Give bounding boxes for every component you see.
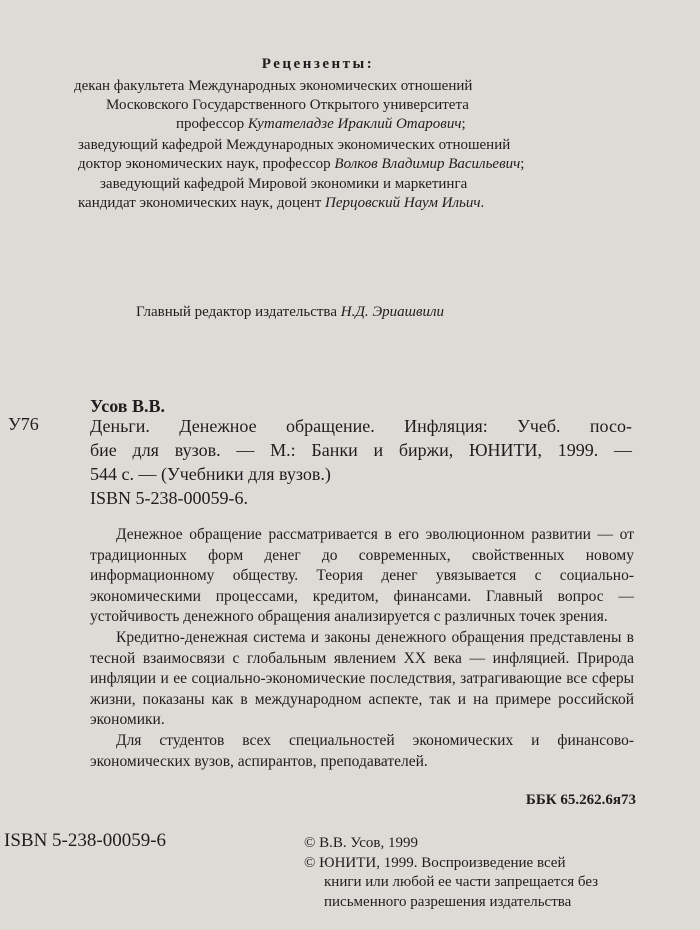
abstract-paragraph-3: Для студентов всех специальностей экономических и финансово-экономических вузов, аспирантов, преподавателей. — [90, 731, 634, 770]
reviewer-1-line-2: Московского Государственного Открытого университета — [106, 97, 469, 113]
copyright-line-1: © В.В. Усов, 1999 — [304, 835, 418, 851]
reviewer-3-line-1: заведующий кафедрой Мировой экономики и маркетинга — [100, 176, 468, 192]
catalog-entry — [90, 414, 632, 510]
abstract — [90, 525, 634, 772]
reviewer-3-title: кандидат экономических наук, доцент — [78, 195, 322, 211]
reviewer-1-line-3 — [74, 115, 472, 134]
reviewer-2-sep: ; — [520, 156, 525, 172]
reviewer-3-sep: . — [480, 195, 485, 211]
reviewer-3 — [78, 175, 484, 213]
copyright-block — [304, 834, 624, 912]
catalog-line-2: бие для вузов. — М.: Банки и биржи, ЮНИТИ, 1999. — — [90, 440, 632, 460]
abstract-paragraph-2: Кредитно-денежная система и законы денежного обращения представлены в тесной взаимосвязи с глобальным явлением XX века — инфляцией. Природа инфляции и ее социально-экономические последствия, затрагивающие все сферы жизни, показаны как в международном аспекте, так и на примере российской экономики. — [90, 628, 634, 729]
catalog-isbn: ISBN 5-238-00059-6. — [90, 488, 248, 508]
copyright-line-4: письменного разрешения издательства — [324, 893, 572, 910]
chief-editor-name: Н.Д. Эриашвили — [340, 304, 445, 320]
bbk-code: ББК 65.262.6я73 — [525, 792, 636, 808]
reviewer-1-name: Кутателадзе Ираклий Отарович — [247, 116, 462, 132]
reviewer-2-title: доктор экономических наук, профессор — [78, 156, 331, 172]
reviewer-2 — [78, 136, 524, 174]
catalog-line-3: 544 с. — (Учебники для вузов.) — [90, 464, 331, 484]
reviewer-1-line-1: декан факультета Международных экономических отношений — [74, 78, 473, 94]
reviewer-3-line-2 — [78, 194, 484, 213]
reviewers-heading: Рецензенты: — [261, 56, 375, 72]
copyright-line-2: © ЮНИТИ, 1999. Воспроизведение всей — [304, 854, 566, 871]
reviewer-2-name: Волков Владимир Васильевич — [334, 156, 521, 172]
catalog-code: У76 — [8, 414, 39, 434]
reviewer-1-sep: ; — [461, 116, 466, 132]
reviewer-2-line-2 — [78, 155, 524, 174]
copyright-line-3: книги или любой ее части запрещается без — [324, 874, 599, 890]
isbn-bottom: ISBN 5-238-00059-6 — [4, 830, 167, 851]
chief-editor — [136, 303, 444, 321]
reviewer-2-line-1: заведующий кафедрой Международных экономических отношений — [78, 137, 511, 153]
chief-editor-label: Главный редактор издательства — [136, 304, 337, 320]
reviewer-1-title: профессор — [176, 116, 245, 132]
abstract-paragraph-1: Денежное обращение рассматривается в его эволюционном развитии — от традиционных форм денег до современных, свойственных новому информационному обществу. Теория денег увязывается с социально-экономическими процессами, кредитом, финансами. Главный вопрос — устойчивость денежного обращения анализируется с различных точек зрения. — [90, 526, 634, 626]
catalog-line-1: Деньги. Денежное обращение. Инфляция: Учеб. посо- — [90, 416, 632, 436]
catalog-author: Усов В.В. — [90, 396, 166, 416]
reviewer-3-name: Перцовский Наум Ильич — [325, 195, 481, 211]
reviewer-1 — [74, 77, 472, 134]
